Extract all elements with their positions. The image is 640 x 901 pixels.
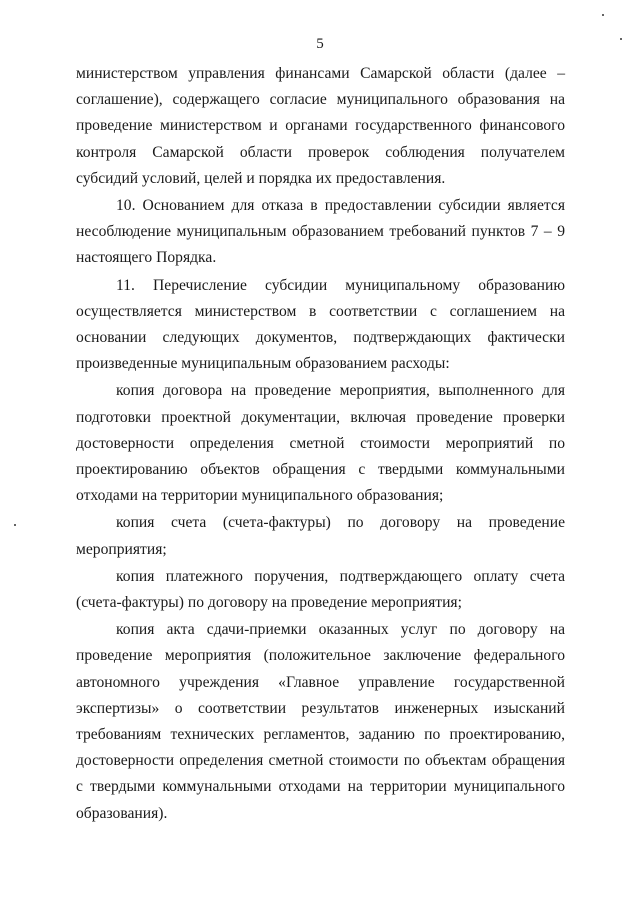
- scan-speck: [14, 524, 16, 526]
- document-body: [76, 61, 565, 827]
- scan-speck: [602, 14, 604, 16]
- page-number: 5: [316, 36, 324, 52]
- paragraph-continuation: министерством управления финансами Самарской области (далее – соглашение), содержащего согласие муниципального образования на проведение министерством и органами государственного финансового контроля Самарской области проверок соблюдения получателем субсидий условий, целей и порядка их предоставления.: [76, 65, 565, 187]
- scan-speck: [620, 38, 622, 40]
- paragraph-item-11: 11. Перечисление субсидии муниципальному образованию осуществляется министерством в соответствии с соглашением на основании следующих документов, подтверждающих фактически произведенные муниципальным образованием расходы:: [76, 276, 565, 373]
- paragraph-item-10: 10. Основанием для отказа в предоставлении субсидии является несоблюдение муниципальным образованием требований пунктов 7 – 9 настоящего Порядка.: [76, 197, 565, 267]
- paragraph-payment-order-copy: копия платежного поручения, подтверждающего оплату счета (счета-фактуры) по договору на проведение мероприятия;: [76, 567, 565, 612]
- paragraph-invoice-copy: копия счета (счета-фактуры) по договору на проведение мероприятия;: [76, 514, 565, 558]
- paragraph-acceptance-act-copy: копия акта сдачи-приемки оказанных услуг по договору на проведение мероприятия (положительное заключение федерального автономного учреждения «Главное управление государственной экспертизы» о соответствии результатов инженерных изысканий требованиям технических регламентов, заданию по проектированию, достоверности определения сметной стоимости по объектам обращения с твердыми коммунальными отходами на территории муниципального образования).: [76, 621, 565, 822]
- paragraph-contract-copy: копия договора на проведение мероприятия, выполненного для подготовки проектной документации, включая проведение проверки достоверности определения сметной стоимости мероприятий по проектированию объектов обращения с твердыми коммунальными отходами на территории муниципального образования;: [76, 382, 565, 505]
